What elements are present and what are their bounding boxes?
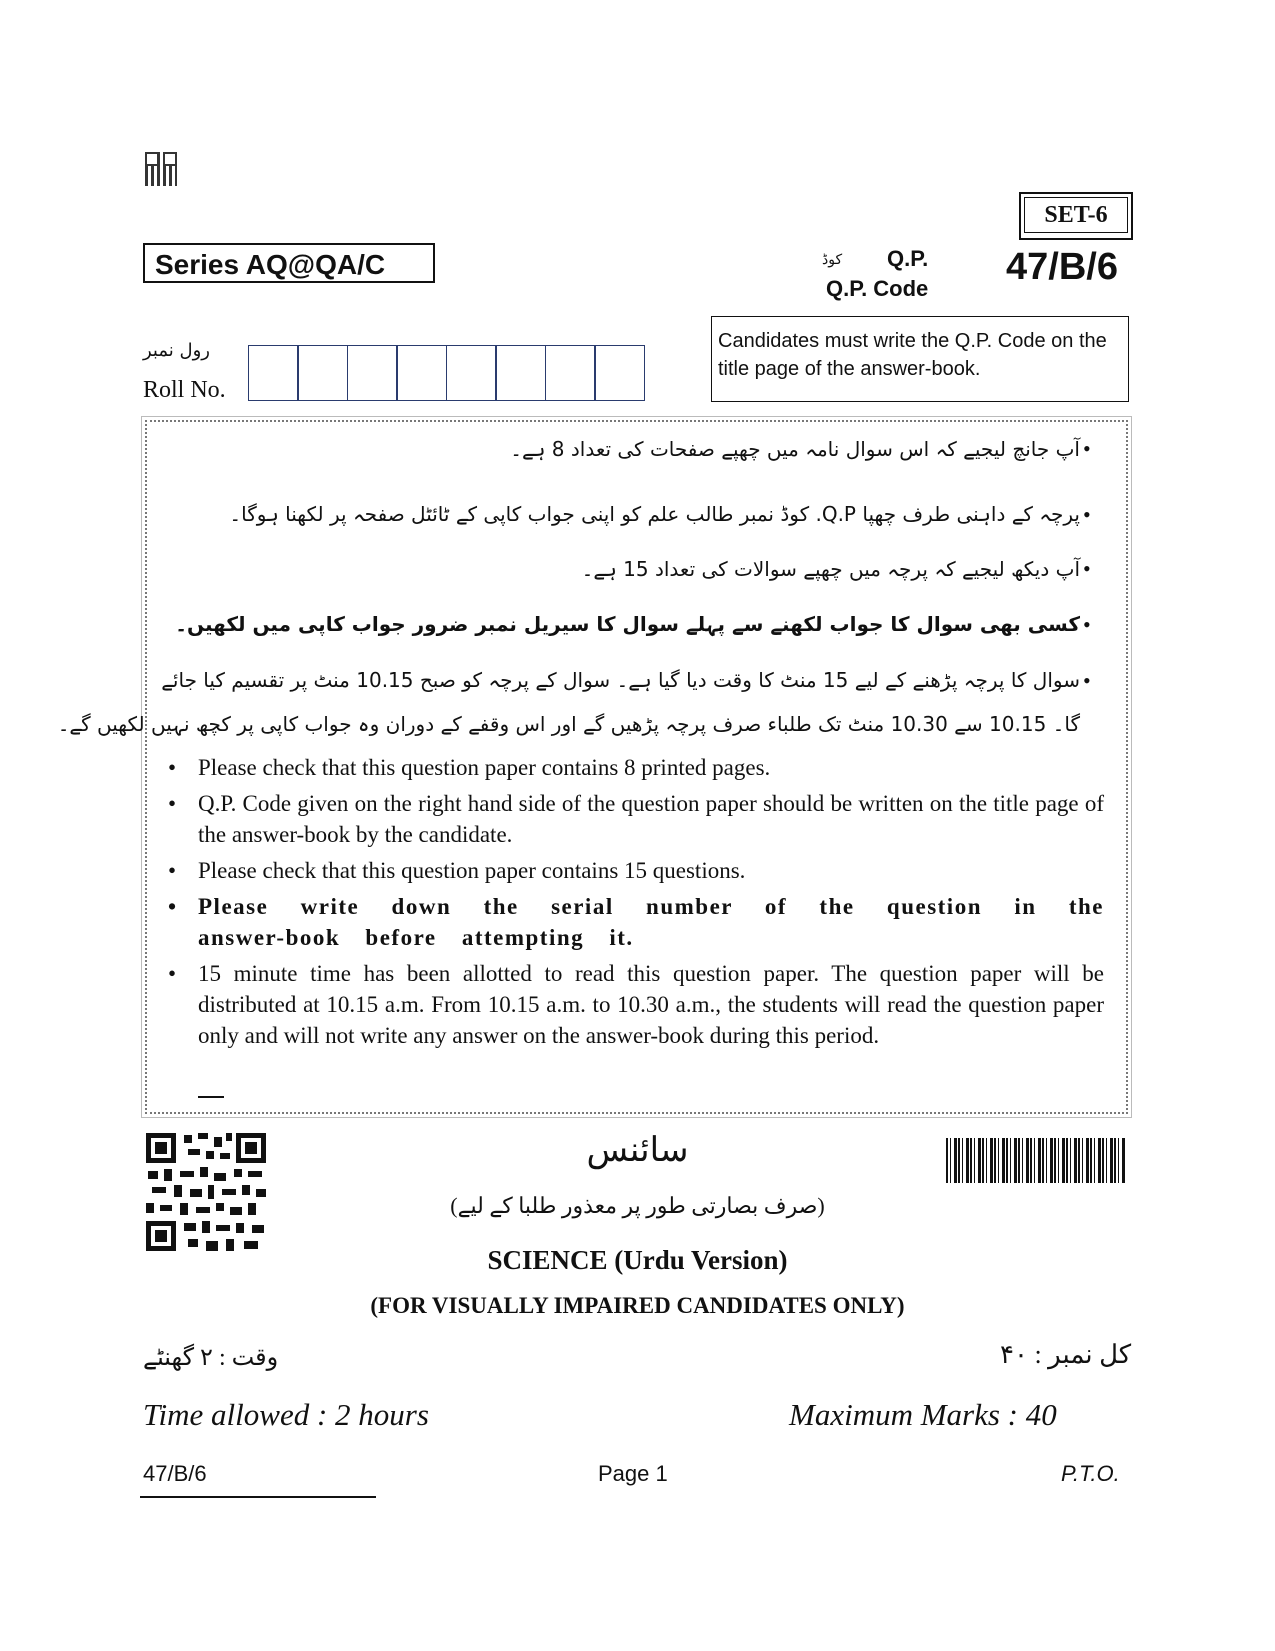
set-label: SET-6 xyxy=(1024,197,1128,233)
qp-urdu-label: کوڈ xyxy=(822,253,843,268)
qp-code: 47/B/6 xyxy=(1006,246,1118,288)
maximum-marks: Maximum Marks : 40 xyxy=(789,1397,1057,1432)
roll-box[interactable] xyxy=(297,345,348,401)
urdu-instruction-1: آپ جانچ لیجیے کہ اس سوال نامہ میں چھپے صفحات کی تعداد 8 ہے۔ xyxy=(510,437,1080,461)
urdu-bullet-2: • xyxy=(1083,502,1091,527)
urdu-instruction-4: کسی بھی سوال کا جواب لکھنے سے پہلے سوال کا سیریل نمبر ضرور جواب کاپی میں لکھیں۔ xyxy=(175,612,1080,636)
roll-box[interactable] xyxy=(495,345,546,401)
urdu-bullet-3: • xyxy=(1083,556,1091,581)
english-instructions xyxy=(168,752,1104,1056)
roll-box[interactable] xyxy=(446,345,497,401)
set-label-box xyxy=(1019,192,1133,240)
urdu-bullet-4: • xyxy=(1083,612,1091,637)
list-item: • Q.P. Code given on the right hand side of the question paper should be written on the title page of the answer-book by the candidate. xyxy=(168,788,1104,850)
roll-box[interactable] xyxy=(396,345,447,401)
roll-label: Roll No. xyxy=(143,377,226,403)
instruction-text: Please write down the serial number of the question in the answer-book before attempting it. xyxy=(198,894,1104,950)
roll-box[interactable] xyxy=(347,345,398,401)
urdu-instruction-3: آپ دیکھ لیجیے کہ پرچہ میں چھپے سوالات کی تعداد 15 ہے۔ xyxy=(581,557,1080,581)
urdu-instruction-6: گا۔ 10.15 سے 10.30 منٹ تک طلباء صرف پرچہ پڑھیں گے اور اس وقفے کے دوران وہ جواب کاپی پر کچھ نہیں لکھیں گے۔ xyxy=(57,712,1080,736)
list-item: • 15 minute time has been allotted to read this question paper. The question paper will be distributed at 10.15 a.m. From 10.15 a.m. to 10.30 a.m., the students will read the question paper only and will not write any answer on the answer-book during this period. xyxy=(168,958,1104,1051)
roll-box[interactable] xyxy=(594,345,645,401)
footer-code: 47/B/6 xyxy=(143,1461,207,1486)
footer-line xyxy=(140,1496,376,1498)
qp-code-label: Q.P. Code xyxy=(826,276,929,301)
qp-label: Q.P. xyxy=(887,246,929,271)
small-qr-code-icon xyxy=(145,152,177,186)
subject-subtitle: (FOR VISUALLY IMPAIRED CANDIDATES ONLY) xyxy=(370,1293,905,1318)
subject-urdu: سائنس xyxy=(586,1132,689,1169)
time-urdu: وقت : ۲ گھنٹے xyxy=(143,1345,279,1371)
instruction-text: Please check that this question paper contains 15 questions. xyxy=(198,858,746,883)
time-allowed: Time allowed : 2 hours xyxy=(143,1397,429,1432)
instruction-text: Q.P. Code given on the right hand side of the question paper should be written on the title page of the answer-book by the candidate. xyxy=(198,791,1104,847)
divider xyxy=(198,1096,224,1098)
roll-box[interactable] xyxy=(545,345,596,401)
marks-urdu: کل نمبر : ۴۰ xyxy=(1000,1340,1132,1369)
pto-label: P.T.O. xyxy=(1061,1461,1120,1486)
page-number: Page 1 xyxy=(598,1461,668,1486)
urdu-bullet-5: • xyxy=(1083,668,1091,693)
instruction-text: Please check that this question paper contains 8 printed pages. xyxy=(198,755,771,780)
series-label: Series AQ@QA/C xyxy=(143,243,435,283)
roll-number-boxes[interactable] xyxy=(249,345,645,401)
list-item: • Please check that this question paper contains 15 questions. xyxy=(168,855,1104,886)
subject-urdu-subtitle: (صرف بصارتی طور پر معذور طلبا کے لیے) xyxy=(450,1193,825,1218)
urdu-instruction-2: پرچہ کے داہنی طرف چھپا Q.P. کوڈ نمبر طالب علم کو اپنی جواب کاپی کے ٹائٹل صفحہ پر لکھنا ہوگا۔ xyxy=(229,502,1080,526)
urdu-instruction-5: سوال کا پرچہ پڑھنے کے لیے 15 منٹ کا وقت دیا گیا ہے۔ سوال کے پرچہ کو صبح 10.15 منٹ پر تقسیم کیا جائے xyxy=(161,668,1080,692)
list-item: • Please write down the serial number of the question in the answer-book before attempting it. xyxy=(168,891,1104,953)
instruction-text: 15 minute time has been allotted to read this question paper. The question paper will be distributed at 10.15 a.m. From 10.15 a.m. to 10.30 a.m., the students will read the question paper only and will not write any answer on the answer-book during this period. xyxy=(198,961,1104,1048)
roll-urdu-label: رول نمبر xyxy=(143,340,210,361)
list-item: • Please check that this question paper contains 8 printed pages. xyxy=(168,752,1104,783)
roll-box[interactable] xyxy=(248,345,299,401)
candidate-note: Candidates must write the Q.P. Code on the title page of the answer-book. xyxy=(711,316,1129,402)
subject-title: SCIENCE (Urdu Version) xyxy=(487,1245,788,1275)
urdu-bullet-1: • xyxy=(1083,436,1091,461)
